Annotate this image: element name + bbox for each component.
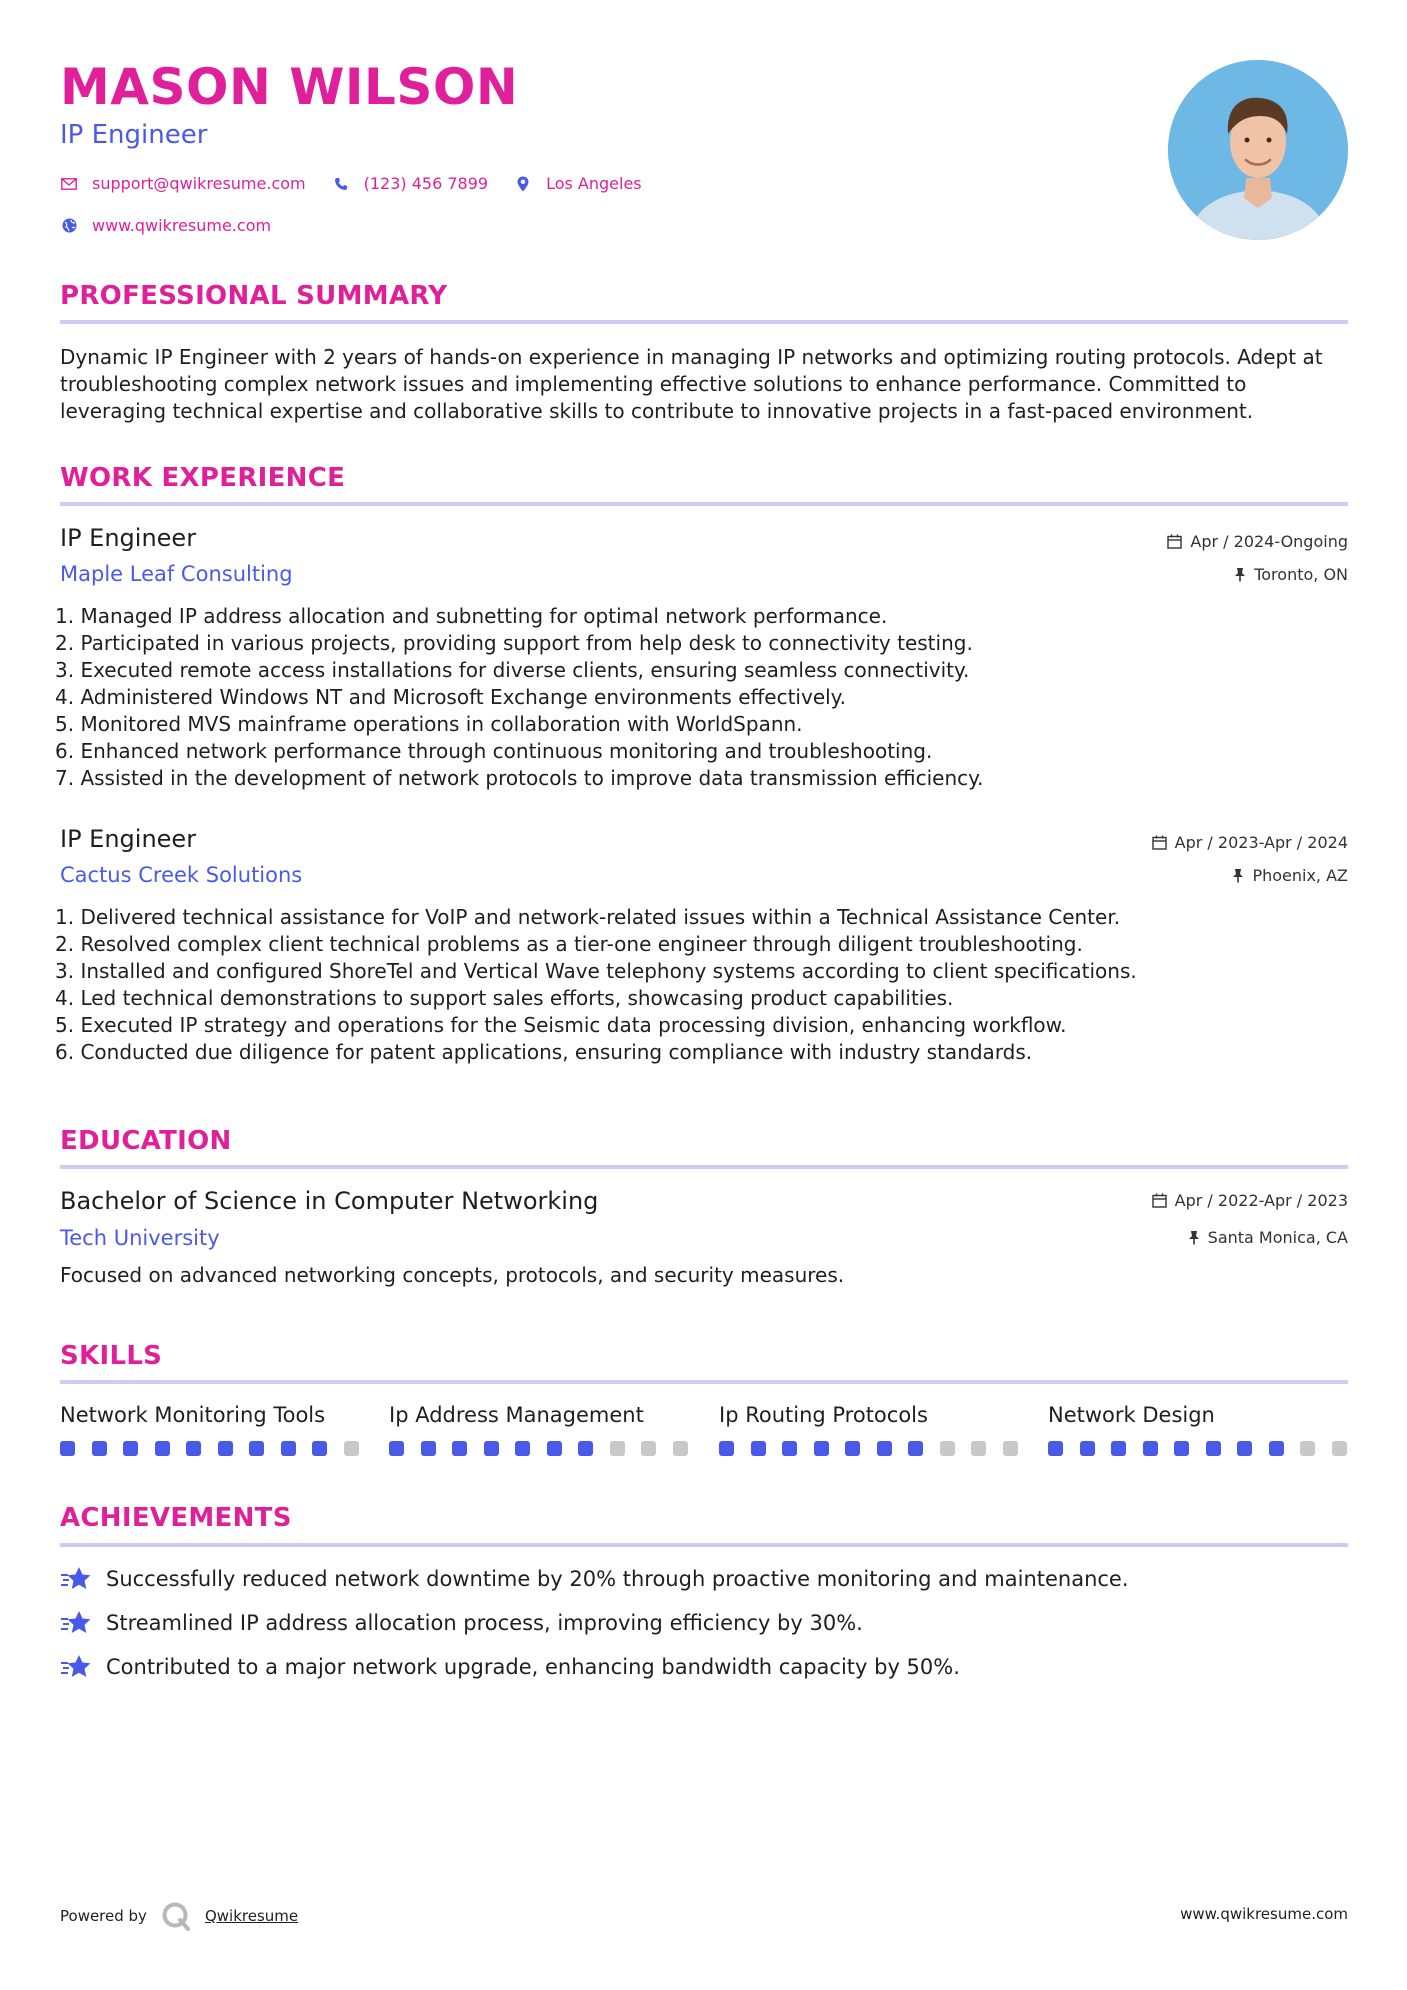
skill-dot-filled <box>1080 1441 1095 1456</box>
location-contact <box>514 174 642 193</box>
skill-dot-filled <box>421 1441 436 1456</box>
education-dates-text: Apr / 2022-Apr / 2023 <box>1174 1191 1348 1210</box>
summary-text: Dynamic IP Engineer with 2 years of hands-on experience in managing IP networks and optimizing routing protocols. Adept at troubleshooting complex network issues and implementing effective solutions to enhance performance. Committed to leveraging technical expertise and collaborative skills to contribute to innovative projects in a fast-paced environment. <box>60 345 1323 423</box>
education-location-text: Santa Monica, CA <box>1207 1228 1348 1247</box>
skill-dot-filled <box>312 1441 327 1456</box>
skill-level-dots <box>60 1441 359 1456</box>
job-location <box>1232 866 1348 885</box>
skill-dot-filled <box>578 1441 593 1456</box>
skill-dot-empty <box>1332 1441 1347 1456</box>
job-location <box>1234 565 1348 584</box>
star-icon <box>60 1654 92 1680</box>
calendar-icon <box>1152 1193 1167 1208</box>
achievements-divider <box>60 1543 1348 1547</box>
calendar-icon <box>1152 835 1167 850</box>
powered-by-label: Powered by <box>60 1907 147 1925</box>
job-bullet-list <box>55 904 1345 1066</box>
skill-dot-filled <box>484 1441 499 1456</box>
job-title: IP Engineer <box>60 825 197 853</box>
pushpin-icon <box>1234 567 1246 582</box>
list-item: 3. Installed and configured ShoreTel and Vertical Wave telephony systems according to client specifications. <box>55 959 1137 983</box>
skills-divider <box>60 1380 1348 1384</box>
skill-dot-filled <box>1174 1441 1189 1456</box>
job-dates <box>1152 833 1348 852</box>
skill-dot-filled <box>123 1441 138 1456</box>
list-item: 4. Led technical demonstrations to support sales efforts, showcasing product capabilities. <box>55 986 954 1010</box>
candidate-role: IP Engineer <box>60 120 208 150</box>
qwikresume-logo-icon <box>161 1901 191 1931</box>
experience-heading: WORK EXPERIENCE <box>60 463 346 493</box>
list-item: 3. Executed remote access installations for diverse clients, ensuring seamless connectivity. <box>55 658 970 682</box>
list-item: 5. Executed IP strategy and operations for the Seismic data processing division, enhancing workflow. <box>55 1013 1067 1037</box>
summary-heading: PROFESSIONAL SUMMARY <box>60 281 448 311</box>
achievements-heading: ACHIEVEMENTS <box>60 1503 292 1533</box>
education-dates <box>1152 1191 1348 1210</box>
skill-name: Ip Routing Protocols <box>719 1403 928 1427</box>
candidate-name: MASON WILSON <box>60 58 519 116</box>
degree-title: Bachelor of Science in Computer Networking <box>60 1187 599 1215</box>
footer-powered-by <box>60 1901 298 1931</box>
pushpin-icon <box>1188 1230 1200 1245</box>
skill-name: Ip Address Management <box>389 1403 644 1427</box>
job-company: Maple Leaf Consulting <box>60 562 293 586</box>
summary-divider <box>60 320 1348 324</box>
globe-icon <box>60 217 78 235</box>
list-item: 2. Participated in various projects, providing support from help desk to connectivity testing. <box>55 631 973 655</box>
skill-level-dots <box>1048 1441 1347 1456</box>
skill-dot-filled <box>908 1441 923 1456</box>
skill-dot-filled <box>547 1441 562 1456</box>
school-name: Tech University <box>60 1226 220 1250</box>
phone-text: (123) 456 7899 <box>363 174 489 193</box>
skill-dot-filled <box>1206 1441 1221 1456</box>
list-item: 4. Administered Windows NT and Microsoft Exchange environments effectively. <box>55 685 847 709</box>
skill-dot-empty <box>344 1441 359 1456</box>
phone-contact[interactable] <box>332 174 488 193</box>
skill-dot-filled <box>452 1441 467 1456</box>
email-contact[interactable] <box>60 174 306 193</box>
skill-dot-empty <box>673 1441 688 1456</box>
skill-name: Network Monitoring Tools <box>60 1403 326 1427</box>
list-item: 5. Monitored MVS mainframe operations in collaboration with WorldSpann. <box>55 712 803 736</box>
achievement-text: Successfully reduced network downtime by 20% through proactive monitoring and maintenance. <box>106 1567 1129 1591</box>
skill-dot-empty <box>641 1441 656 1456</box>
job-location-text: Toronto, ON <box>1254 565 1348 584</box>
website-row <box>60 216 297 235</box>
calendar-icon <box>1167 534 1182 549</box>
skill-dot-filled <box>1237 1441 1252 1456</box>
education-heading: EDUCATION <box>60 1126 232 1156</box>
skill-dot-filled <box>515 1441 530 1456</box>
footer-site[interactable]: www.qwikresume.com <box>1180 1905 1348 1923</box>
skill-dot-filled <box>814 1441 829 1456</box>
skill-dot-empty <box>1300 1441 1315 1456</box>
skill-dot-empty <box>1003 1441 1018 1456</box>
job-dates-text: Apr / 2024-Ongoing <box>1190 532 1348 551</box>
skill-dot-filled <box>218 1441 233 1456</box>
achievement-item <box>60 1566 1129 1592</box>
profile-photo <box>1168 60 1348 240</box>
website-text: www.qwikresume.com <box>92 216 272 235</box>
location-text: Los Angeles <box>546 174 642 193</box>
list-item: 7. Assisted in the development of network protocols to improve data transmission efficiency. <box>55 766 984 790</box>
website-contact[interactable] <box>60 216 271 235</box>
skill-dot-filled <box>782 1441 797 1456</box>
list-item: 6. Enhanced network performance through continuous monitoring and troubleshooting. <box>55 739 933 763</box>
education-divider <box>60 1165 1348 1169</box>
skill-dot-filled <box>92 1441 107 1456</box>
skill-dot-filled <box>389 1441 404 1456</box>
star-icon <box>60 1566 92 1592</box>
list-item: 1. Managed IP address allocation and subnetting for optimal network performance. <box>55 604 888 628</box>
skill-dot-empty <box>610 1441 625 1456</box>
skill-dot-filled <box>845 1441 860 1456</box>
skill-level-dots <box>389 1441 688 1456</box>
education-location <box>1188 1228 1348 1247</box>
skill-dot-filled <box>1111 1441 1126 1456</box>
qwikresume-link[interactable]: Qwikresume <box>204 1907 299 1925</box>
skill-name: Network Design <box>1048 1403 1215 1427</box>
skill-dot-filled <box>155 1441 170 1456</box>
skill-dot-empty <box>940 1441 955 1456</box>
skill-dot-empty <box>971 1441 986 1456</box>
achievement-text: Streamlined IP address allocation process, improving efficiency by 30%. <box>106 1611 863 1635</box>
envelope-icon <box>60 175 78 193</box>
education-description: Focused on advanced networking concepts, protocols, and security measures. <box>60 1263 845 1287</box>
skill-dot-filled <box>1143 1441 1158 1456</box>
email-text: support@qwikresume.com <box>92 174 306 193</box>
contact-row <box>60 174 668 193</box>
skill-dot-filled <box>60 1441 75 1456</box>
skill-dot-filled <box>281 1441 296 1456</box>
skill-dot-filled <box>1269 1441 1284 1456</box>
skill-level-dots <box>719 1441 1018 1456</box>
skill-dot-filled <box>249 1441 264 1456</box>
list-item: 6. Conducted due diligence for patent applications, ensuring compliance with industry standards. <box>55 1040 1033 1064</box>
achievement-item <box>60 1654 960 1680</box>
skill-dot-filled <box>1048 1441 1063 1456</box>
achievement-text: Contributed to a major network upgrade, enhancing bandwidth capacity by 50%. <box>106 1655 960 1679</box>
job-location-text: Phoenix, AZ <box>1252 866 1348 885</box>
map-pin-icon <box>514 175 532 193</box>
job-bullet-list <box>55 603 1345 792</box>
list-item: 1. Delivered technical assistance for VoIP and network-related issues within a Technical Assistance Center. <box>55 905 1121 929</box>
skill-dot-filled <box>877 1441 892 1456</box>
job-dates <box>1167 532 1348 551</box>
achievement-item <box>60 1610 863 1636</box>
job-title: IP Engineer <box>60 524 197 552</box>
skill-dot-filled <box>751 1441 766 1456</box>
pushpin-icon <box>1232 868 1244 883</box>
skills-heading: SKILLS <box>60 1341 163 1371</box>
skill-dot-filled <box>719 1441 734 1456</box>
job-company: Cactus Creek Solutions <box>60 863 303 887</box>
experience-divider <box>60 502 1348 506</box>
skill-dot-filled <box>186 1441 201 1456</box>
list-item: 2. Resolved complex client technical problems as a tier-one engineer through diligent troubleshooting. <box>55 932 1083 956</box>
phone-icon <box>332 175 350 193</box>
job-dates-text: Apr / 2023-Apr / 2024 <box>1174 833 1348 852</box>
star-icon <box>60 1610 92 1636</box>
